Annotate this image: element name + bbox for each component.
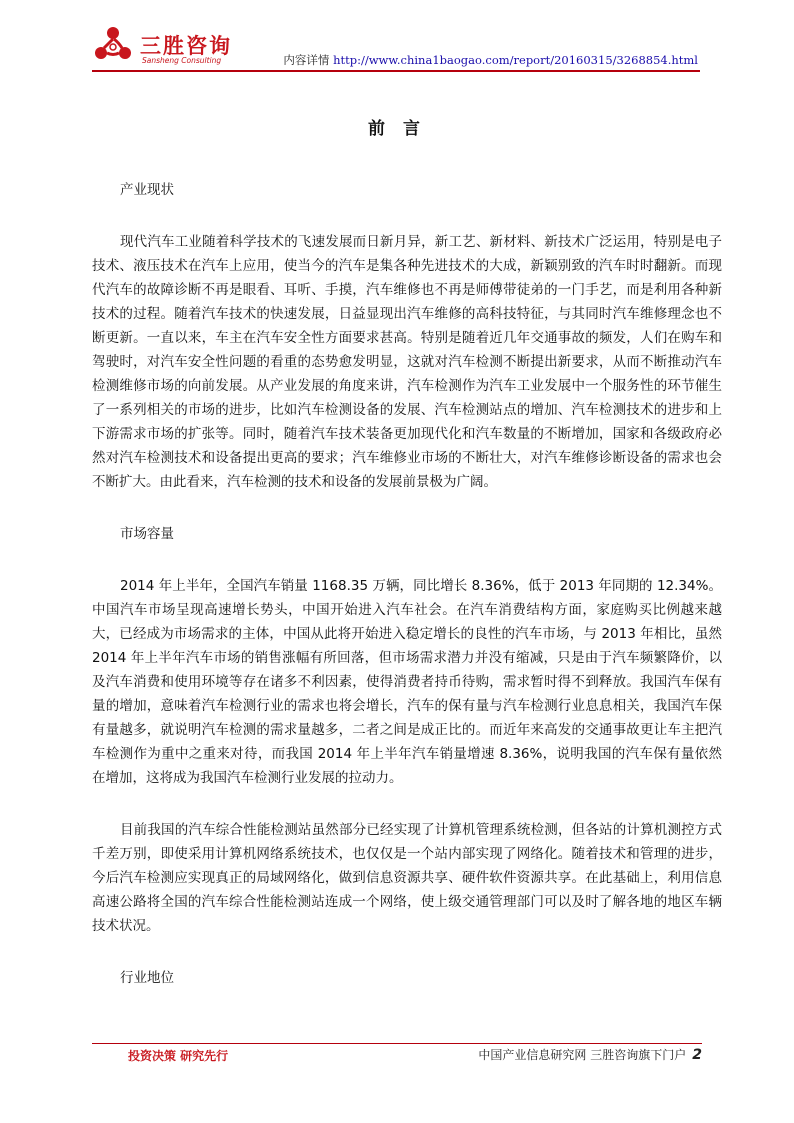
- section-heading-industry-status: 产业现状: [120, 182, 174, 198]
- header-divider: [92, 70, 700, 72]
- company-logo: [92, 26, 242, 72]
- logo-english-name: Sansheng Consulting: [142, 56, 222, 65]
- paragraph: 目前我国的汽车综合性能检测站虽然部分已经实现了计算机管理系统检测，但各站的计算机测控方式千差万别，即使采用计算机网络系统技术，也仅仅是一个站内部实现了网络化。随着技术和管理的进步，今后汽车检测应实现真正的局域网络化，做到信息资源共享、硬件软件资源共享。在此基础上，利用信息高速公路将全国的汽车综合性能检测站连成一个网络，使上级交通管理部门可以及时了解各地的地区车辆技术状况。: [92, 822, 722, 934]
- footer-slogan: 投资决策 研究先行: [128, 1049, 229, 1063]
- report-link-label: 内容详情: [283, 53, 330, 67]
- logo-chinese-name: 三胜咨询: [140, 34, 232, 58]
- footer-info: [478, 1046, 702, 1063]
- page-title: 前 言: [368, 119, 426, 139]
- page-number: 2: [692, 1047, 702, 1063]
- logo-swirl-icon: [92, 26, 134, 68]
- report-link-line: [283, 52, 698, 68]
- section-heading-industry-position: 行业地位: [120, 970, 174, 986]
- paragraph: 现代汽车工业随着科学技术的飞速发展而日新月异，新工艺、新材料、新技术广泛运用，特别是电子技术、液压技术在汽车上应用，使当今的汽车是集各种先进技术的大成，新颖别致的汽车时时翻新。而现代汽车的故障诊断不再是眼看、耳听、手摸，汽车维修也不再是师傅带徒弟的一门手艺，而是利用各种新技术的过程。随着汽车技术的快速发展，日益显现出汽车维修的高科技特征，与其同时汽车维修理念也不断更新。一直以来，车主在汽车安全性方面要求甚高。特别是随着近几年交通事故的频发，人们在购车和驾驶时，对汽车安全性问题的看重的态势愈发明显，这就对汽车检测不断提出新要求，从而不断推动汽车检测维修市场的向前发展。从产业发展的角度来讲，汽车检测作为汽车工业发展中一个服务性的环节催生了一系列相关的市场的进步，比如汽车检测设备的发展、汽车检测站点的增加、汽车检测技术的进步和上下游需求市场的扩张等。同时，随着汽车技术装备更加现代化和汽车数量的不断增加，国家和各级政府必然对汽车检测技术和设备提出更高的要求；汽车维修业市场的不断壮大，对汽车维修诊断设备的需求也会不断扩大。由此看来，汽车检测的技术和设备的发展前景极为广阔。: [92, 234, 722, 490]
- document-body: [92, 178, 722, 990]
- section-heading-market-capacity: 市场容量: [120, 526, 174, 542]
- footer-portal-text: 中国产业信息研究网 三胜咨询旗下门户: [478, 1048, 687, 1062]
- report-link-url[interactable]: http://www.china1baogao.com/report/20160315/3268854.html: [333, 53, 698, 67]
- page-header: [0, 0, 794, 80]
- paragraph: 2014 年上半年，全国汽车销量 1168.35 万辆，同比增长 8.36%，低于 2013 年同期的 12.34%。中国汽车市场呈现高速增长势头，中国开始进入汽车社会。在汽车消费结构方面，家庭购买比例越来越大，已经成为市场需求的主体，中国从此将开始进入稳定增长的良性的汽车市场，与 2013 年相比，虽然 2014 年上半年汽车市场的销售涨幅有所回落，但市场需求潜力并没有缩减，只是由于汽车频繁降价，以及汽车消费和使用环境等存在诸多不利因素，使得消费者持币待购，需求暂时得不到释放。我国汽车保有量的增加，意味着汽车检测行业的需求也将会增长，汽车的保有量与汽车检测行业息息相关，我国汽车保有量越多，就说明汽车检测的需求量越多，二者之间是成正比的。而近年来高发的交通事故更让车主把汽车检测作为重中之重来对待，而我国 2014 年上半年汽车销量增速 8.36%，说明我国的汽车保有量依然在增加，这将成为我国汽车检测行业发展的拉动力。: [92, 578, 722, 786]
- footer-divider: [92, 1043, 702, 1044]
